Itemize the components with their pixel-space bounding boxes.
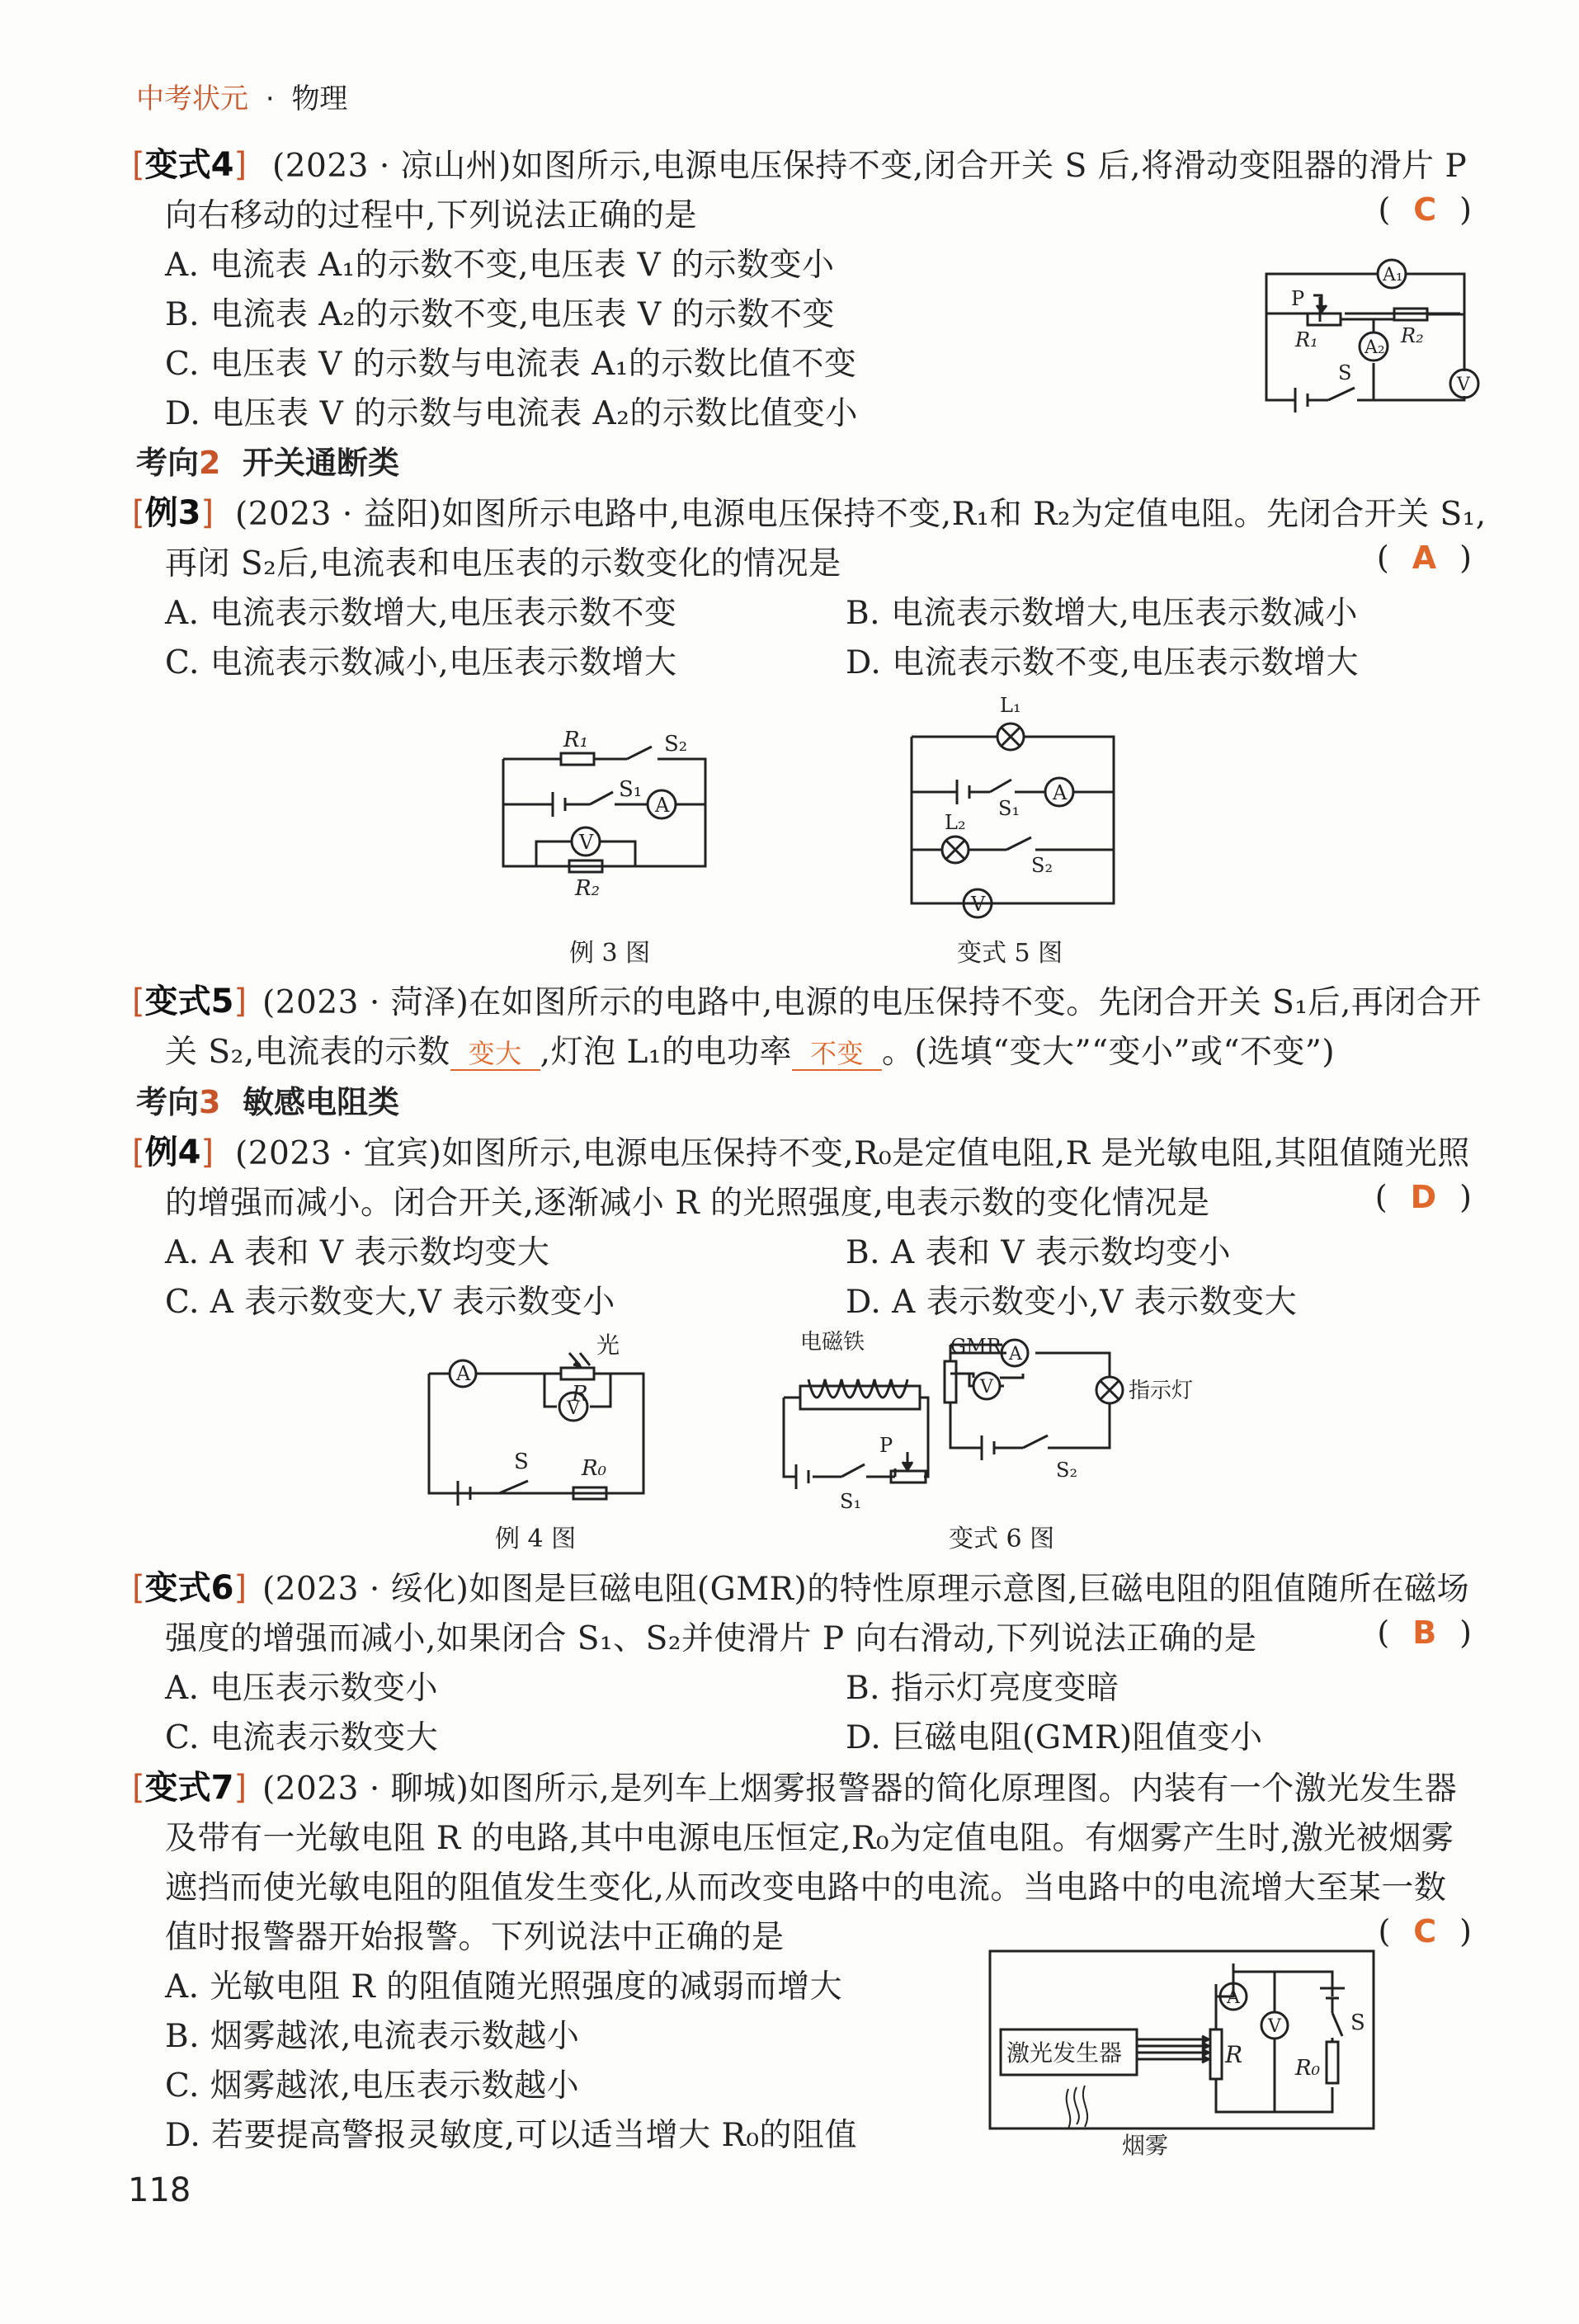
label-A: A — [1053, 781, 1068, 804]
label-V: V — [1268, 2016, 1281, 2037]
question-source: (2023 · 益阳)如图所示电路中,电源电压保持不变,R₁和 R₂为定值电阻。先闭合开关 S₁, — [235, 496, 1487, 533]
option-b: B. 烟雾越浓,电流表示数越小 — [165, 2018, 580, 2055]
answer: ( A ) — [1376, 540, 1472, 576]
option-c: C. 电流表示数减小,电压表示数增大 — [165, 644, 677, 681]
option-b: B. 电流表示数增大,电压表示数减小 — [846, 595, 1358, 632]
option-d: D. A 表示数变小,V 表示数变大 — [846, 1284, 1298, 1321]
page-header — [136, 76, 347, 116]
question-tag: [例4] — [132, 1134, 214, 1171]
label-light: 光 — [596, 1332, 620, 1359]
label-V: V — [980, 1377, 993, 1398]
page-number: 118 — [128, 2171, 191, 2209]
label-magnet: 电磁铁 — [800, 1330, 865, 1355]
question-tag: [变式7] — [132, 1769, 247, 1807]
question-source: (2023 · 绥化)如图是巨磁电阻(GMR)的特性原理示意图,巨磁电阻的阻值随所在磁场 — [262, 1571, 1470, 1608]
question-stem: 的增强而减小。闭合开关,逐渐减小 R 的光照强度,电表示数的变化情况是 — [165, 1185, 1210, 1222]
label-lamp: 指示灯 — [1129, 1379, 1194, 1403]
label-A2: A₂ — [1365, 337, 1385, 358]
answer: ( C ) — [1378, 191, 1472, 228]
question-stem: 向右移动的过程中,下列说法正确的是 — [165, 197, 697, 234]
option-b: B. 指示灯亮度变暗 — [846, 1670, 1119, 1707]
option-d: D. 电流表示数不变,电压表示数增大 — [846, 644, 1360, 681]
label-R2: R₂ — [575, 876, 600, 901]
figure-caption: 变式 5 图 — [957, 939, 1063, 968]
question-stem: 再闭 S₂后,电流表和电压表的示数变化的情况是 — [165, 545, 841, 582]
circuit-figure-b6 — [775, 1328, 1237, 1518]
label-V: V — [579, 831, 594, 854]
question-stem: 值时报警器开始报警。下列说法中正确的是 — [165, 1919, 785, 1956]
label-L1: L₁ — [1000, 694, 1021, 717]
option-d: D. 电压表 V 的示数与电流表 A₂的示数比值变小 — [165, 395, 858, 432]
label-S1: S₁ — [840, 1490, 862, 1513]
section-heading: 考向3 敏感电阻类 — [136, 1084, 399, 1120]
header-sep: · — [265, 82, 275, 115]
label-V: V — [1457, 375, 1470, 395]
circuit-figure-l3 — [499, 718, 714, 901]
answer-blank-2: 不变 — [792, 1038, 882, 1071]
option-d: D. 巨磁电阻(GMR)阻值变小 — [846, 1719, 1263, 1756]
circuit-figure-l4 — [425, 1328, 648, 1501]
label-R0: R₀ — [582, 1456, 606, 1481]
option-b: B. A 表和 V 表示数均变小 — [846, 1234, 1231, 1271]
label-S2: S₂ — [664, 732, 688, 757]
option-c: C. 烟雾越浓,电压表示数越小 — [165, 2067, 580, 2105]
label-S1: S₁ — [998, 797, 1020, 820]
circuit-figure-b7 — [986, 1947, 1382, 2159]
option-a: A. A 表和 V 表示数均变大 — [165, 1234, 550, 1271]
question-source: (2023 · 聊城)如图所示,是列车上烟雾报警器的简化原理图。内装有一个激光发生器 — [262, 1770, 1458, 1808]
label-laser: 激光发生器 — [1006, 2039, 1123, 2067]
label-A: A — [456, 1362, 471, 1385]
question-source: (2023 · 宜宾)如图所示,电源电压保持不变,R₀是定值电阻,R 是光敏电阻,其阻值随光照 — [235, 1135, 1470, 1172]
question-stem: 遮挡而使光敏电阻的阻值发生变化,从而改变电路中的电流。当电路中的电流增大至某一数 — [165, 1869, 1447, 1907]
label-A1: A₁ — [1383, 265, 1403, 285]
label-gmr: GMR — [950, 1335, 1002, 1358]
question-source: (2023 · 菏泽)在如图所示的电路中,电源的电压保持不变。先闭合开关 S₁后,再闭合开 — [262, 984, 1482, 1021]
option-b: B. 电流表 A₂的示数不变,电压表 V 的示数不变 — [165, 296, 836, 333]
label-R1: R₁ — [1295, 328, 1318, 351]
figure-caption: 例 4 图 — [495, 1525, 577, 1553]
label-S: S — [1338, 361, 1352, 384]
question-tag: [例3] — [132, 494, 214, 532]
label-S: S — [1350, 2011, 1365, 2035]
question-stem: 强度的增强而减小,如果闭合 S₁、S₂并使滑片 P 向右滑动,下列说法正确的是 — [165, 1620, 1257, 1657]
label-S1: S₁ — [619, 777, 643, 802]
option-c: C. A 表示数变大,V 表示数变小 — [165, 1284, 615, 1321]
label-R1: R₁ — [563, 728, 588, 752]
option-a: A. 光敏电阻 R 的阻值随光照强度的减弱而增大 — [165, 1968, 843, 2006]
option-d: D. 若要提高警报灵敏度,可以适当增大 R₀的阻值 — [165, 2117, 857, 2154]
option-a: A. 电压表示数变小 — [165, 1670, 438, 1707]
label-A: A — [1009, 1344, 1022, 1365]
option-c: C. 电压表 V 的示数与电流表 A₁的示数比值不变 — [165, 346, 857, 383]
answer-blank-1: 变大 — [450, 1038, 540, 1071]
circuit-figure-b4 — [1262, 239, 1510, 421]
question-tag: [变式4] — [132, 146, 247, 184]
label-smoke: 烟雾 — [1122, 2132, 1169, 2159]
option-a: A. 电流表示数增大,电压表示数不变 — [165, 595, 677, 632]
option-a: A. 电流表 A₁的示数不变,电压表 V 的示数变小 — [165, 247, 835, 284]
label-R0: R₀ — [1295, 2056, 1320, 2081]
subject: 物理 — [291, 82, 348, 115]
label-R2: R₂ — [1401, 324, 1424, 347]
label-L2: L₂ — [945, 811, 966, 834]
question-tag: [变式5] — [132, 983, 247, 1021]
question-stem: 及带有一光敏电阻 R 的电路,其中电源电压恒定,R₀为定值电阻。有烟雾产生时,激光被烟雾 — [165, 1820, 1454, 1857]
section-heading: 考向2 开关通断类 — [136, 445, 399, 481]
figure-caption: 例 3 图 — [569, 939, 651, 968]
answer: ( C ) — [1378, 1913, 1472, 1949]
label-S2: S₂ — [1056, 1459, 1078, 1482]
question-source: (2023 · 凉山州)如图所示,电源电压保持不变,闭合开关 S 后,将滑动变阻器的滑片 P — [272, 148, 1468, 185]
label-P: P — [879, 1434, 893, 1457]
label-A: A — [1227, 1987, 1240, 2008]
label-P: P — [1291, 287, 1305, 310]
label-V: V — [971, 893, 986, 916]
label-A: A — [655, 794, 670, 817]
label-R: R — [572, 1382, 588, 1407]
option-c: C. 电流表示数变大 — [165, 1719, 439, 1756]
figure-caption: 变式 6 图 — [949, 1525, 1055, 1553]
label-R: R — [1225, 2041, 1243, 2068]
label-S: S — [514, 1450, 529, 1474]
question-tag: [变式6] — [132, 1569, 247, 1607]
answer: ( D ) — [1374, 1179, 1472, 1215]
brand: 中考状元 — [136, 82, 248, 115]
circuit-figure-b5 — [907, 694, 1122, 916]
label-V: V — [567, 1398, 580, 1419]
label-S2: S₂ — [1031, 854, 1053, 877]
answer: ( B ) — [1377, 1615, 1472, 1651]
question-stem: 关 S₂,电流表的示数 变大 ,灯泡 L₁的电功率 不变 。(选填“变大”“变小”或“不变”) — [165, 1034, 1336, 1071]
